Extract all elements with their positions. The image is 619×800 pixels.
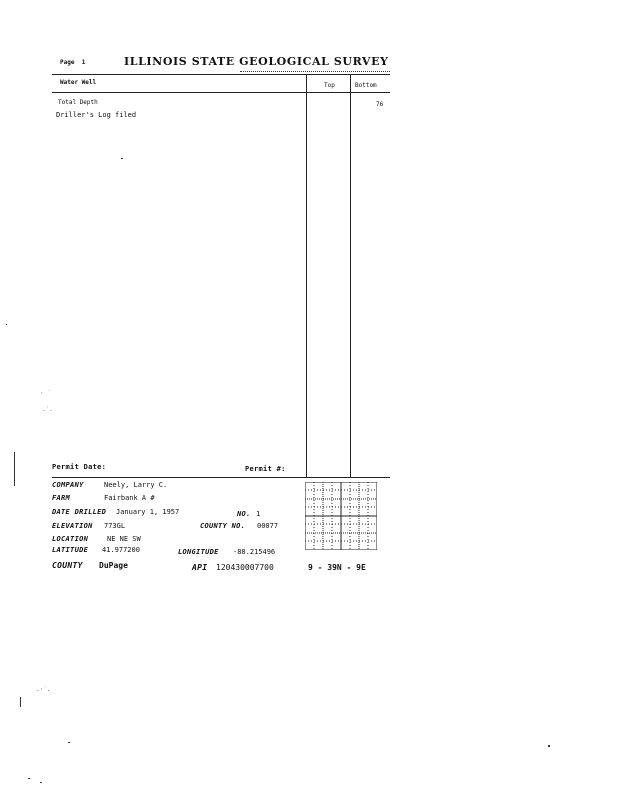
date-drilled-value: January 1, 1957	[116, 508, 180, 516]
company-value: Neely, Larry C.	[104, 481, 168, 489]
county-no-value: 00077	[257, 522, 279, 530]
log-row-formation-2: Driller's Log filed	[56, 111, 137, 119]
longitude-value: -88.215496	[233, 548, 276, 556]
scan-mark: · ˙	[40, 390, 51, 397]
column-divider-top	[306, 75, 307, 478]
elevation-label: ELEVATION	[52, 522, 93, 530]
table-header-rule	[52, 92, 390, 93]
scan-mark: .˙.	[42, 406, 53, 413]
permit-number-label: Permit #:	[245, 465, 286, 473]
latitude-label: LATITUDE	[52, 546, 89, 554]
farm-label: FARM	[52, 494, 71, 502]
log-area-bottom-rule	[52, 477, 390, 478]
scan-speck	[28, 778, 30, 779]
location-label: LOCATION	[52, 535, 89, 543]
township-range: 9 - 39N - 9E	[308, 563, 366, 572]
scan-speck	[40, 782, 42, 783]
api-value: 120430007700	[216, 563, 274, 572]
well-type: Water Well	[60, 79, 97, 86]
scan-speck	[6, 324, 7, 325]
scan-speck	[548, 745, 550, 747]
farm-value: Fairbank A #	[104, 494, 155, 502]
api-label: API	[192, 563, 208, 572]
no-label: NO.	[237, 510, 251, 518]
longitude-label: LONGITUDE	[178, 548, 219, 556]
scan-mark: .·˙.	[36, 686, 51, 693]
scan-speck	[20, 697, 21, 707]
no-value: 1	[256, 510, 261, 518]
company-label: COMPANY	[52, 481, 84, 489]
log-row-formation-1: Total Depth	[58, 99, 98, 106]
elevation-value: 773GL	[104, 522, 126, 530]
permit-date-label: Permit Date:	[52, 463, 107, 471]
column-divider-bottom	[350, 75, 351, 478]
survey-title: ILLINOIS STATE GEOLOGICAL SURVEY	[124, 55, 389, 68]
county-no-label: COUNTY NO.	[200, 522, 246, 530]
scan-speck	[14, 452, 15, 486]
column-bottom-header: Bottom	[355, 82, 377, 89]
header-rule-top	[240, 71, 390, 72]
column-top-header: Top	[324, 82, 335, 89]
section-grid	[305, 482, 377, 550]
scan-speck	[121, 158, 123, 159]
county-value: DuPage	[99, 561, 128, 570]
county-label: COUNTY	[52, 561, 83, 570]
header-rule	[52, 74, 390, 75]
location-value: NE NE SW	[107, 535, 141, 543]
log-row-bottom-1: 76	[376, 101, 384, 108]
date-drilled-label: DATE DRILLED	[52, 508, 107, 516]
page-label: Page 1	[60, 59, 86, 66]
latitude-value: 41.977200	[102, 546, 140, 554]
page-number: 1	[81, 59, 86, 66]
scan-speck	[68, 742, 70, 743]
